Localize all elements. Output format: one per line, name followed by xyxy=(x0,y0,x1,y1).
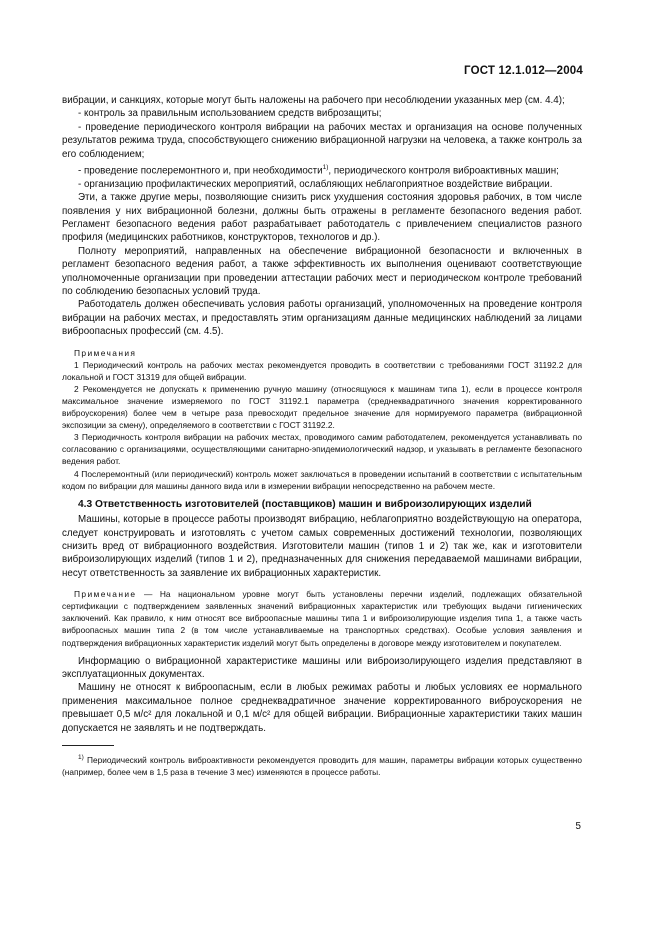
note-item: 4 Послеремонтный (или периодический) контроль может заключаться в проведении испытаний в соответствии с испытательным кодом по вибрации для машины данного вида или в измерении вибрации непосредственно на рабочем месте. xyxy=(62,468,582,491)
document-header: ГОСТ 12.1.012—2004 xyxy=(464,65,583,77)
notes-title: Примечания xyxy=(74,347,137,358)
note-item xyxy=(62,588,582,648)
footnote-text: Периодический контроль виброактивности рекомендуется проводить для машин, параметры вибрации которых существенно (например, более чем в 1,5 раза в течение 3 мес) изменяются в процессе работы. xyxy=(62,754,582,777)
note-item: 3 Периодичность контроля вибрации на рабочих местах, проводимого самим работодателем, рекомендуется устанавливать по согласованию с организациями, осуществляющими санитарно-эпидемиологический надзор, и указывать в регламенте безопасного ведения работ. xyxy=(62,432,582,467)
footnote-divider xyxy=(62,745,114,746)
note-item: 1 Периодический контроль на рабочих местах рекомендуется проводить в соответствии с требованиями ГОСТ 31192.2 для локальной и ГОСТ 31319 для общей вибрации. xyxy=(62,359,582,382)
list-item: - проведение периодического контроля вибрации на рабочих местах и организация на основе полученных результатов режима труда, способствующего снижению вибрационной нагрузки на человека, а также контроль за его соблюдением; xyxy=(62,121,582,160)
list-item xyxy=(62,161,582,178)
paragraph: вибрации, и санкциях, которые могут быть наложены на рабочего при несоблюдении указанных мер (см. 4.4); xyxy=(62,95,565,106)
list-item-text: , периодического контроля виброактивных машин; xyxy=(328,165,559,177)
paragraph: Работодатель должен обеспечивать условия работы организаций, уполномоченных на проведение контроля вибрации на рабочих местах, и предоставлять этим организациям данные медицинских наблюдений за лицами виброопасных профессий (см. 4.5). xyxy=(62,299,582,338)
page-number: 5 xyxy=(575,821,581,832)
paragraph: Эти, а также другие меры, позволяющие снизить риск ухудшения состояния здоровья рабочих, в том числе появления у них вибрационной болезни, должны быть отражены в регламенте безопасного ведения работ. Регламент безопасного ведения работ разрабатывает работодатель с привлечением специалистов разного профиля (медицинских работников, конструкторов, технологов и др.). xyxy=(62,192,582,244)
paragraph: Машину не относят к виброопасным, если в любых режимах работы и любых условиях ее нормального применения максимальное полное среднеквадратичное значение корректированного виброускорения не превышает 0,5 м/с² для локальной и 0,1 м/с² для общей вибрации. Вибрационные характеристики таких машин допускается не заявлять и не подтверждать. xyxy=(62,682,582,734)
notes-block xyxy=(62,347,582,492)
paragraph: Информацию о вибрационной характеристике машины или виброизолирующего изделия представляют в эксплуатационных документах. xyxy=(62,655,582,681)
list-item-text: - проведение послеремонтного и, при необходимости xyxy=(78,165,323,177)
document-body xyxy=(62,94,582,778)
paragraph: Машины, которые в процессе работы производят вибрацию, неблагоприятно воздействующую на оператора, следует конструировать и изготовлять с учетом самых современных достижений технологии, позволяющих снизить вред от вибрационного воздействия. Изготовители машин (типов 1 и 2) так же, как и изготовители виброизолирующих изделий (типов 1 и 2), предназначенных для снижения передаваемой машинами вибрации, несут ответственность за заявление их вибрационных характеристик. xyxy=(62,514,582,579)
note-text: — На национальном уровне могут быть установлены перечни изделий, подлежащих обязательной сертификации с подтверждением заявленных значений вибрационных характеристик или требующих выдачи гигиенических заключений. Как правило, к ним относят все виброопасные машины типа 1 и виброизолирующие изделия типа 1, а также часть виброопасных машин типа 2 (в том числе устанавливаемые на транспортных средствах). Особые условия заявления и подтверждения вибрационных характеристик изделий могут быть определены в договоре между изготовителем и покупателем. xyxy=(62,589,582,648)
footnote-mark: 1) xyxy=(78,754,84,762)
section-heading: 4.3 Ответственность изготовителей (поставщиков) машин и виброизолирующих изделий xyxy=(78,498,532,510)
footnote-ref: 1) xyxy=(322,164,329,172)
list-item: - организацию профилактических мероприятий, ослабляющих неблагоприятное воздействие вибрации. xyxy=(78,178,553,190)
paragraph: Полноту мероприятий, направленных на обеспечение вибрационной безопасности и включенных в регламент безопасного ведения работ, а также эффективность их выполнения оценивают соответствующие уполномоченные организации при проведении аттестации рабочих мест и периодическом контроле требований по соблюдению безопасных условий труда. xyxy=(62,245,582,297)
section-note xyxy=(62,588,582,648)
note-item: 2 Рекомендуется не допускать к применению ручную машину (относящуюся к машинам типа 1), если в процессе контроля максимальное значение измеряемого по ГОСТ 31192.1 параметра (среднеквадратичного значения корректированного виброускорения) более чем в четыре раза превосходит предельное значение для нормируемого параметра (вибрационной экспозиции за смену), определяемого в соответствии с ГОСТ 31192.2. xyxy=(62,383,582,431)
list-item: - контроль за правильным использованием средств виброзащиты; xyxy=(78,108,382,120)
note-label: Примечание xyxy=(74,589,137,600)
footnote xyxy=(62,752,582,778)
